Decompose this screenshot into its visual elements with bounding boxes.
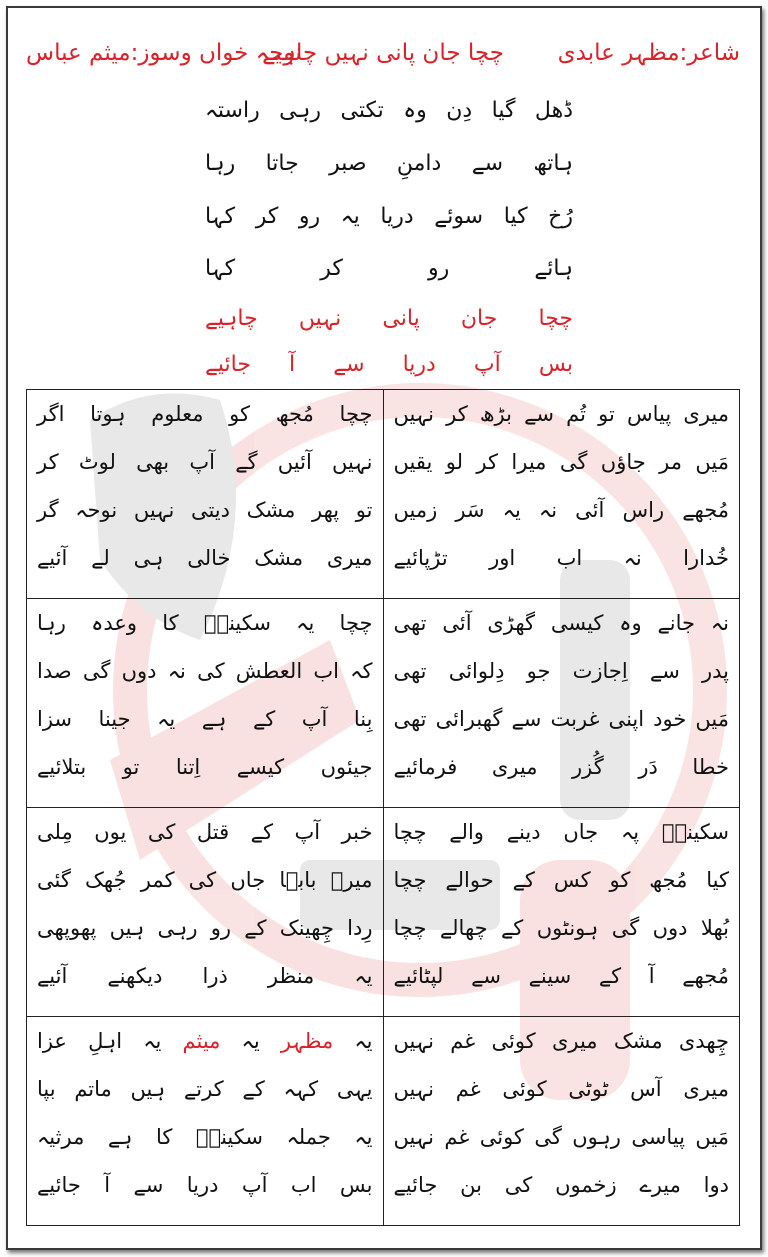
page-title: چچا جان پانی نہیں چاہیے <box>262 40 504 66</box>
verse-line: چچا مُجھ کو معلوم ہوتا اگر <box>37 402 373 426</box>
verse-line: خُدارا نہ اب اور تڑپائیے <box>393 546 729 570</box>
verse-line: نہیں آئیں گے آپ بھی لوٹ کر <box>37 450 373 474</box>
verse-line: کیا مُجھ کو کس کے حوالے چچا <box>393 868 729 892</box>
verse-line: جیئوں کیسے اِتنا تو بتلائیے <box>37 755 373 779</box>
verse-line: رِدا چِھینک کے رو رہی ہیں پھوپھی <box>37 916 373 940</box>
verse-line: میری پیاس تو تُم سے بڑھ کر نہیں <box>393 402 729 426</box>
stanza-row <box>27 390 740 599</box>
verse-line: سکینہؑ پہ جاں دینے والے چچا <box>393 820 729 844</box>
stanza-cell-left <box>27 599 384 808</box>
verse-line: میری مشک خالی ہی لے آئیے <box>37 546 373 570</box>
stanza-cell-right <box>383 808 740 1017</box>
intro-line: ڈھل گیا دِن وہ تکتی رہی راستہ <box>205 98 573 123</box>
intro-line: ہائے رو کر کہا <box>205 256 573 281</box>
poet-credit: شاعر:مظہر عابدی <box>557 40 740 66</box>
verse-line: نہ جانے وہ کیسی گھڑی آئی تھی <box>393 611 729 635</box>
verse-line: مَیں مر جاؤں گی میرا کر لو یقیں <box>393 450 729 474</box>
verse-line: بُھلا دوں گی ہونٹوں کے چھالے چچا <box>393 916 729 940</box>
verse-line: مَیں پیاسی رہوں گی کوئی غم نہیں <box>393 1125 729 1149</box>
intro-line: ہاتھ سے دامنِ صبر جاتا رہا <box>205 151 573 176</box>
reciter-name-highlight: میثم <box>182 1029 221 1053</box>
verse-word: یہ <box>354 1029 373 1053</box>
verse-line: چچا یہ سکینہؑ کا وعدہ رہا <box>37 611 373 635</box>
verse-line: دوا میرے زخموں کی بن جائیے <box>393 1173 729 1197</box>
reciter-credit: نوحہ خواں وسوز:میثم عباس <box>26 40 302 66</box>
verse-line: مَیں خود اپنی غربت سے گھبرائی تھی <box>393 707 729 731</box>
intro-line: رُخ کیا سوئے دریا یہ رو کر کہا <box>205 204 573 229</box>
verse-line: مُجھے آ کے سینے سے لپٹائیے <box>393 964 729 988</box>
verse-word: یہ اہلِ عزا <box>37 1029 162 1053</box>
stanza-row <box>27 808 740 1017</box>
stanza-cell-left <box>27 1017 384 1226</box>
verse-line: خطا دَر گُزر میری فرمائیے <box>393 755 729 779</box>
verse-line-credits <box>37 1029 373 1069</box>
verse-line: تو پھر مشک دیتی نہیں نوحہ گر <box>37 498 373 522</box>
verse-line: خبر آپ کے قتل کی یوں مِلی <box>37 820 373 844</box>
stanza-cell-left <box>27 808 384 1017</box>
verse-line: مُجھے راس آئی نہ یہ سَر زمیں <box>393 498 729 522</box>
chorus-line: بس آپ دریا سے آ جائیے <box>205 352 573 377</box>
stanza-row <box>27 1017 740 1226</box>
verse-line: یہ جملہ سکینہؑ کا ہے مرثیہ <box>37 1125 373 1149</box>
stanza-cell-right <box>383 390 740 599</box>
verse-line: پدر سے اِجازت جو دِلوائی تھی <box>393 659 729 683</box>
header <box>26 40 740 84</box>
stanza-cell-left <box>27 390 384 599</box>
verse-line: میری آس ٹوٹی کوئی غم نہیں <box>393 1077 729 1101</box>
stanza-cell-right <box>383 1017 740 1226</box>
verse-line: چِھدی مشک میری کوئی غم نہیں <box>393 1029 729 1053</box>
stanza-row <box>27 599 740 808</box>
chorus-line: چچا جان پانی نہیں چاہیے <box>205 306 573 331</box>
verse-line: یہی کہہ کے کرتے ہیں ماتم بپا <box>37 1077 373 1101</box>
verse-line: بِنا آپ کے ہے یہ جینا سزا <box>37 707 373 731</box>
stanza-cell-right <box>383 599 740 808</box>
verse-line: یہ منظر ذرا دیکھنے آئیے <box>37 964 373 988</box>
poet-name-highlight: مظہر <box>280 1029 334 1053</box>
verse-line: بس اب آپ دریا سے آ جائیے <box>37 1173 373 1197</box>
verse-line: کہ اب العطش کی نہ دوں گی صدا <box>37 659 373 683</box>
stanza-table <box>26 389 740 1226</box>
verse-line: میرے بابؑا جاں کی کمر جُھک گئی <box>37 868 373 892</box>
verse-word: یہ <box>241 1029 260 1053</box>
